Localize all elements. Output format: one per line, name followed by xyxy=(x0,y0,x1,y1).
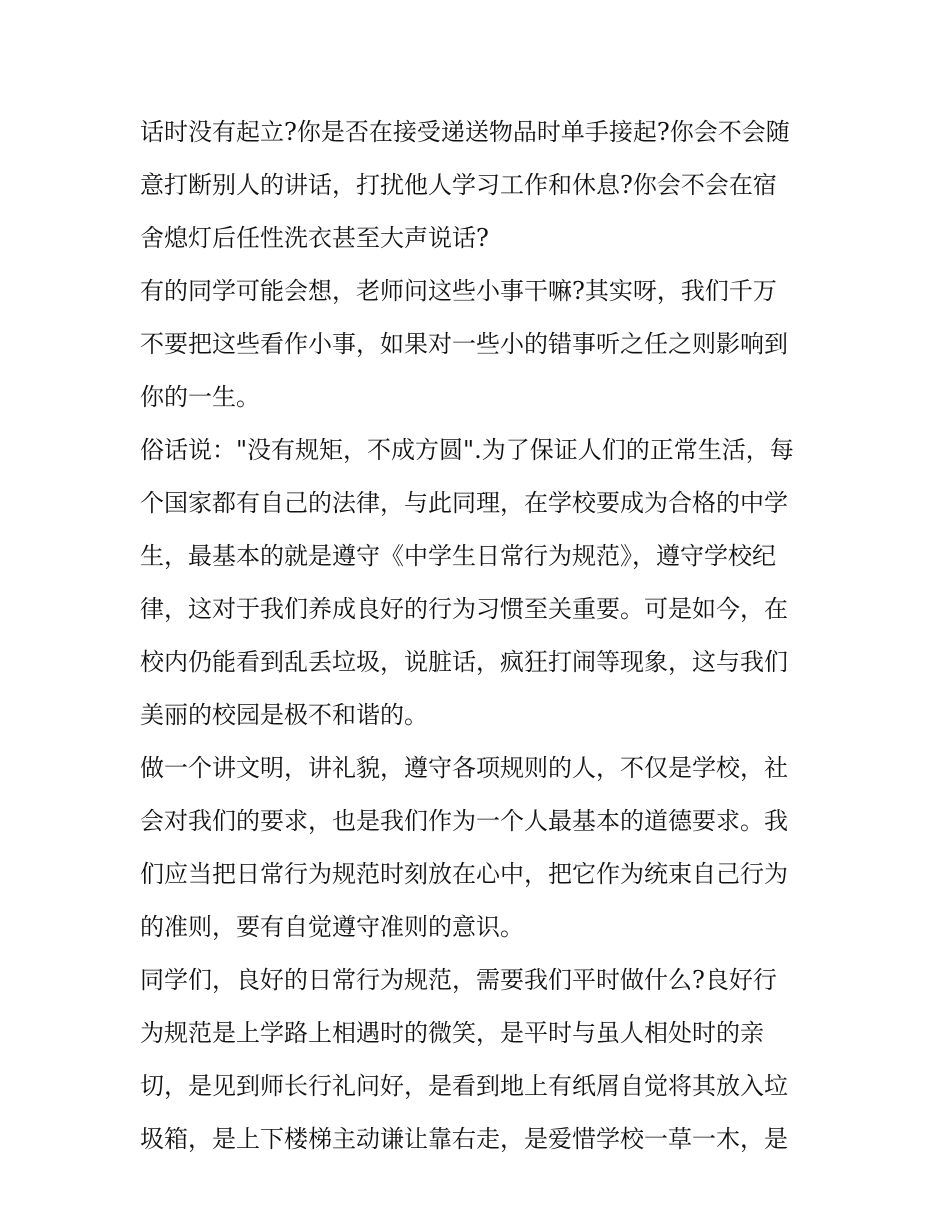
text-line: 们应当把日常行为规范时刻放在心中，把它作为统束自己行为 xyxy=(140,860,788,888)
text-line: 美丽的校园是极不和谐的。 xyxy=(140,701,428,729)
text-line: 切，是见到师长行礼问好，是看到地上有纸屑自觉将其放入垃 xyxy=(140,1072,788,1100)
text-line: 校内仍能看到乱丢垃圾，说脏话，疯狂打闹等现象，这与我们 xyxy=(140,648,788,676)
text-line: 不要把这些看作小事，如果对一些小的错事听之任之则影响到 xyxy=(140,330,788,358)
text-line: 为规范是上学路上相遇时的微笑，是平时与虽人相处时的亲 xyxy=(140,1019,764,1047)
text-line: 同学们，良好的日常行为规范，需要我们平时做什么?良好行 xyxy=(140,966,777,994)
text-line: 意打断别人的讲话，打扰他人学习工作和休息?你会不会在宿 xyxy=(140,171,777,199)
body-text xyxy=(140,106,820,1166)
text-line: 俗话说："没有规矩，不成方圆".为了保证人们的正常生活，每 xyxy=(140,436,794,464)
text-line: 做一个讲文明，讲礼貌，遵守各项规则的人，不仅是学校，社 xyxy=(140,754,788,782)
text-line: 有的同学可能会想，老师问这些小事干嘛?其实呀，我们千万 xyxy=(140,277,777,305)
text-line: 会对我们的要求，也是我们作为一个人最基本的道德要求。我 xyxy=(140,807,788,835)
text-line: 生，最基本的就是遵守《中学生日常行为规范》，遵守学校纪 xyxy=(140,542,776,570)
text-line: 个国家都有自己的法律，与此同理，在学校要成为合格的中学 xyxy=(140,489,788,517)
text-line: 你的一生。 xyxy=(140,383,260,411)
text-line: 圾箱，是上下楼梯主动谦让靠右走，是爱惜学校一草一木，是 xyxy=(140,1125,788,1153)
text-line: 的准则，要有自觉遵守准则的意识。 xyxy=(140,913,524,941)
text-line: 舍熄灯后任性洗衣甚至大声说话? xyxy=(140,224,489,252)
text-line: 话时没有起立?你是否在接受递送物品时单手接起?你会不会随 xyxy=(140,118,790,146)
text-line: 律，这对于我们养成良好的行为习惯至关重要。可是如今，在 xyxy=(140,595,788,623)
